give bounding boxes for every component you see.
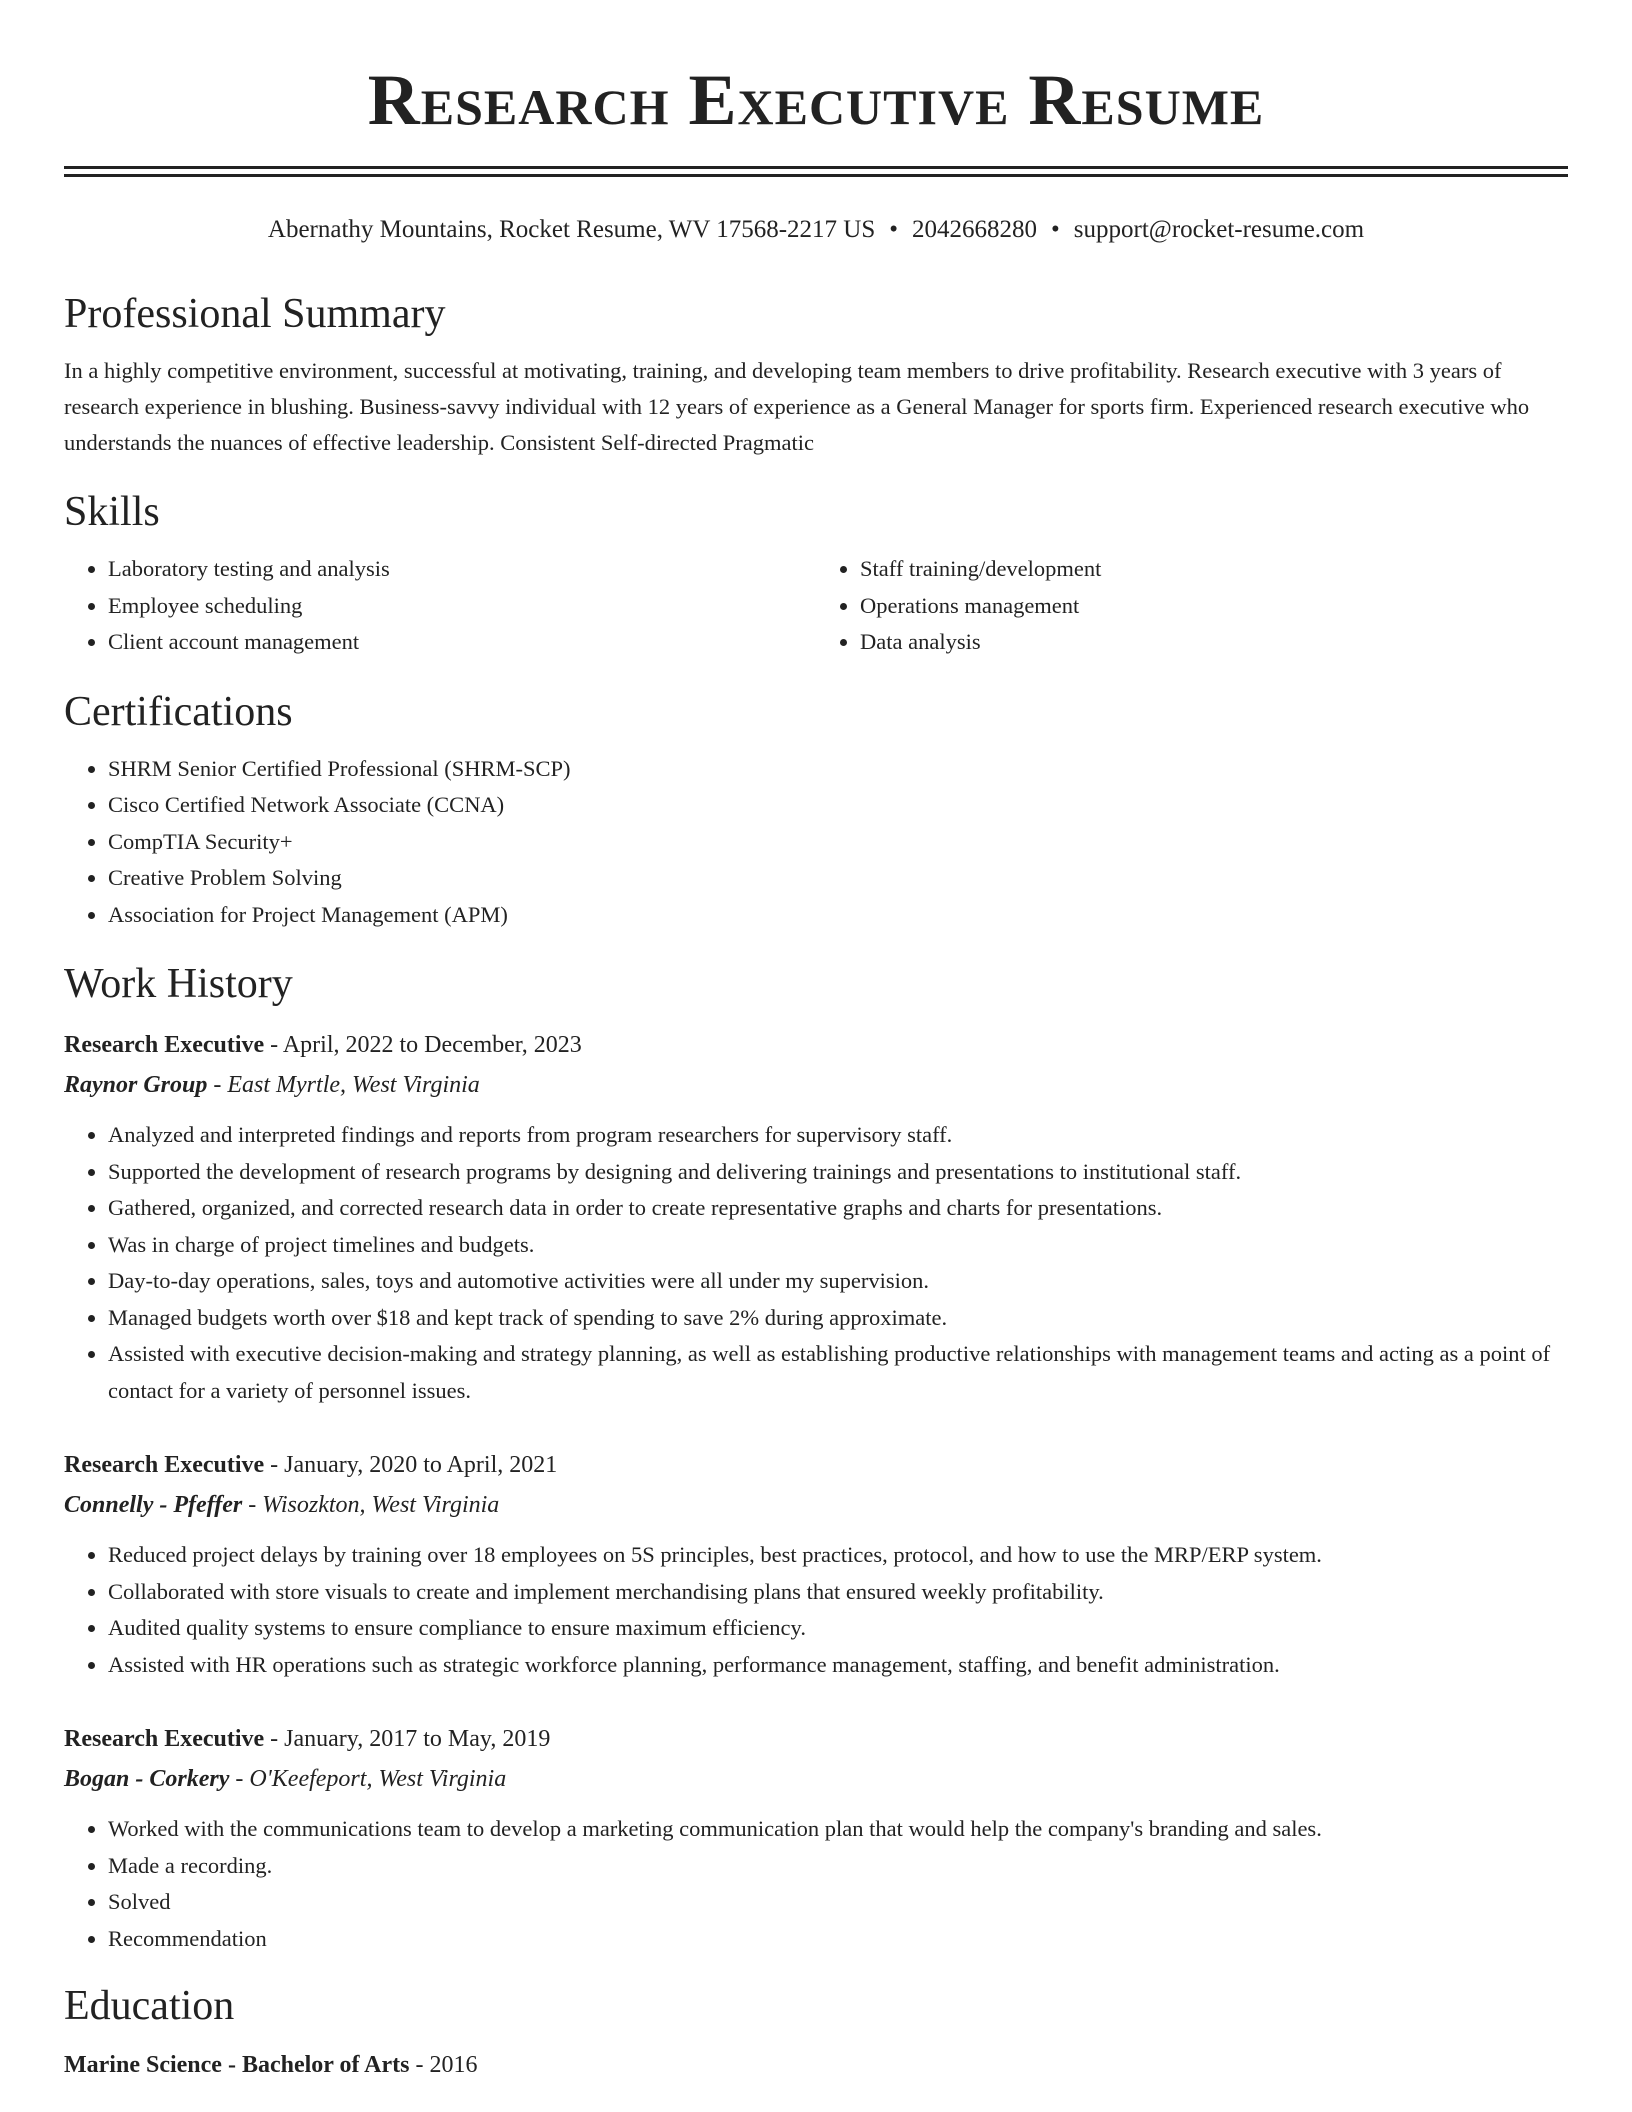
list-item: • Managed budgets worth over $18 and kept track of spending to save 2% during approximate.: [108, 1300, 1568, 1337]
list-item: • Audited quality systems to ensure compliance to ensure maximum efficiency.: [108, 1610, 1568, 1647]
list-item: • Day-to-day operations, sales, toys and automotive activities were all under my supervision.: [108, 1263, 1568, 1300]
skills-list-left: [64, 551, 816, 661]
work-history-section: [64, 959, 1568, 1957]
education-degree: Marine Science - Bachelor of Arts: [64, 2052, 410, 2078]
list-item: • Gathered, organized, and corrected research data in order to create representative graphs and charts for presentations.: [108, 1190, 1568, 1227]
page-title: Research Executive Resume: [367, 60, 1265, 140]
skills-heading: Skills: [64, 489, 160, 535]
job-role: Research Executive: [64, 1452, 265, 1478]
job-company-line: [64, 1485, 1568, 1525]
list-item: • Analyzed and interpreted findings and reports from program researchers for supervisory staff.: [108, 1117, 1568, 1154]
job-company-line: [64, 1759, 1568, 1799]
job-company: Bogan - Corkery: [64, 1766, 230, 1792]
list-item: • Reduced project delays by training over 18 employees on 5S principles, best practices, protocol, and how to use the MRP/ERP system.: [108, 1537, 1568, 1574]
contact-email: support@rocket-resume.com: [1073, 216, 1365, 243]
list-item: • Cisco Certified Network Associate (CCNA): [108, 787, 1568, 824]
skills-section: [64, 487, 1568, 661]
title-divider-top: [64, 166, 1568, 169]
education-year: - 2016: [409, 2052, 478, 2078]
job-company: Connelly - Pfeffer: [64, 1492, 243, 1518]
job-entry: [64, 1445, 1568, 1683]
list-item: • Worked with the communications team to develop a marketing communication plan that would help the company's branding and sales.: [108, 1811, 1568, 1848]
list-item: • Assisted with HR operations such as strategic workforce planning, performance management, staffing, and benefit administration.: [108, 1647, 1568, 1684]
job-dates: - January, 2017 to May, 2019: [264, 1726, 551, 1752]
contact-address: Abernathy Mountains, Rocket Resume, WV 17568-2217 US: [267, 216, 876, 243]
skills-grid: [64, 551, 1568, 661]
list-item: • Association for Project Management (APM): [108, 897, 1568, 934]
list-item: • Laboratory testing and analysis: [108, 551, 816, 588]
job-location: - O'Keefeport, West Virginia: [229, 1766, 507, 1792]
list-item: • SHRM Senior Certified Professional (SHRM-SCP): [108, 751, 1568, 788]
education-entry: [64, 2045, 1568, 2085]
job-location: - Wisozkton, West Virginia: [242, 1492, 500, 1518]
job-title-line: [64, 1719, 1568, 1759]
list-item: • Employee scheduling: [108, 588, 816, 625]
contact-phone: 2042668280: [912, 216, 1038, 243]
job-entry: [64, 1025, 1568, 1409]
list-item: • Recommendation: [108, 1921, 1568, 1958]
work-history-heading: Work History: [64, 961, 293, 1007]
summary-text: In a highly competitive environment, successful at motivating, training, and developing team members to drive profitability. Research executive with 3 years of research experience in blushing. Business-savvy individual with 12 years of experience as a General Manager for sports firm. Experienced research executive who understands the nuances of effective leadership. Consistent Self-directed Pragmatic: [64, 358, 1530, 455]
job-role: Research Executive: [64, 1726, 265, 1752]
job-title-line: [64, 1025, 1568, 1065]
bullet-separator: •: [889, 216, 899, 243]
job-company: Raynor Group: [64, 1072, 208, 1098]
list-item: • Made a recording.: [108, 1848, 1568, 1885]
job-location: - East Myrtle, West Virginia: [207, 1072, 480, 1098]
certifications-section: [64, 687, 1568, 934]
list-item: • Assisted with executive decision-making and strategy planning, as well as establishing productive relationships with management teams and acting as a point of contact for a variety of personnel issues.: [108, 1336, 1568, 1409]
summary-heading: Professional Summary: [64, 291, 446, 337]
resume-page: [64, 0, 1568, 2085]
list-item: • Operations management: [860, 588, 1568, 625]
job-title-line: [64, 1445, 1568, 1485]
job-entry: [64, 1719, 1568, 1957]
certifications-heading: Certifications: [64, 688, 293, 735]
list-item: • Client account management: [108, 624, 816, 661]
list-item: • Was in charge of project timelines and budgets.: [108, 1227, 1568, 1264]
job-dates: - April, 2022 to December, 2023: [264, 1032, 582, 1058]
list-item: • Collaborated with store visuals to create and implement merchandising plans that ensured weekly profitability.: [108, 1574, 1568, 1611]
education-section: [64, 1981, 1568, 2085]
certifications-list: [64, 751, 1568, 934]
list-item: • Staff training/development: [860, 551, 1568, 588]
job-company-line: [64, 1065, 1568, 1105]
summary-section: [64, 289, 1568, 461]
skills-list-right: [816, 551, 1568, 661]
education-heading: Education: [64, 1983, 235, 2029]
bullet-separator: •: [1051, 216, 1060, 243]
title-divider-bottom: [64, 174, 1568, 177]
list-item: • Data analysis: [860, 624, 1568, 661]
contact-line: [64, 213, 1568, 247]
list-item: • Creative Problem Solving: [108, 860, 1568, 897]
list-item: • Supported the development of research programs by designing and delivering trainings and presentations to institutional staff.: [108, 1154, 1568, 1191]
job-role: Research Executive: [64, 1032, 265, 1058]
list-item: • Solved: [108, 1884, 1568, 1921]
job-bullets: [64, 1537, 1568, 1683]
job-bullets: [64, 1117, 1568, 1409]
job-dates: - January, 2020 to April, 2021: [264, 1452, 558, 1478]
job-bullets: [64, 1811, 1568, 1957]
list-item: • CompTIA Security+: [108, 824, 1568, 861]
